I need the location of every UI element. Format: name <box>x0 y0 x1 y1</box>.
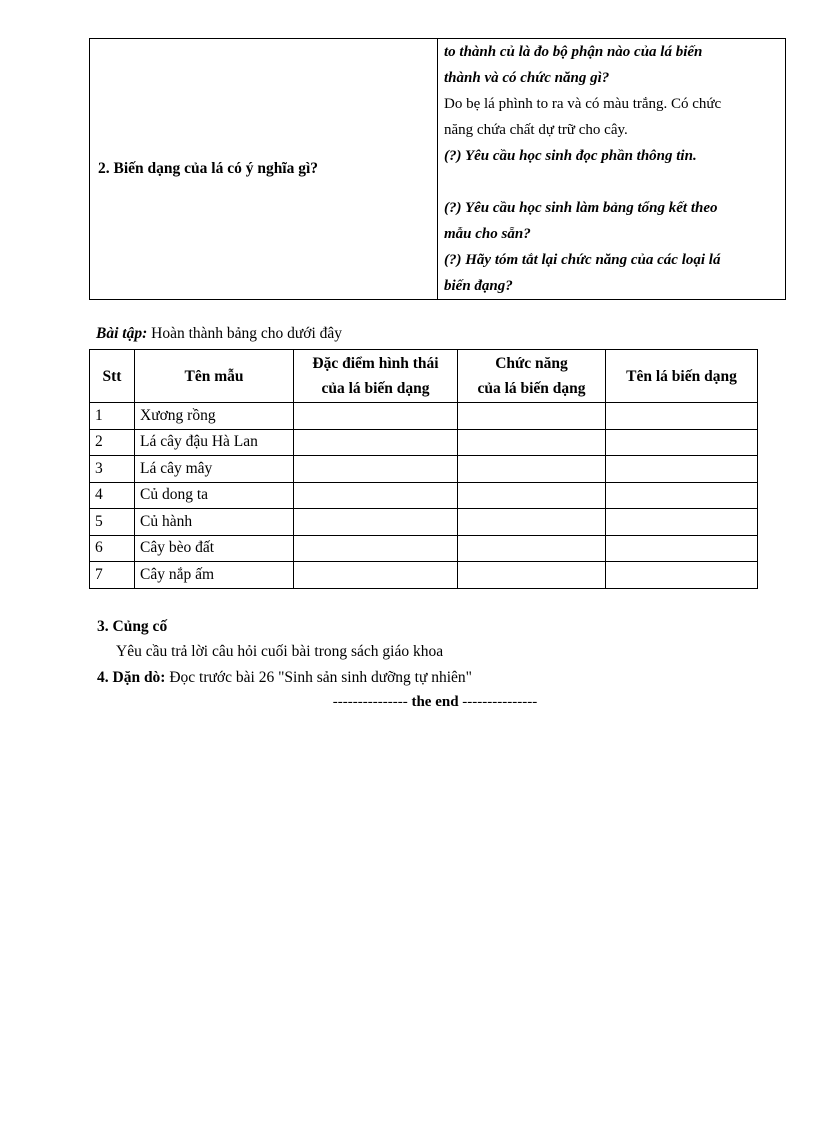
activity-cell <box>438 39 786 300</box>
modified-leaf-name-cell <box>606 429 758 456</box>
end-dashes-right: --------------- <box>462 694 538 710</box>
column-header <box>606 350 758 403</box>
morphology-cell <box>294 562 458 589</box>
column-header-line: Tên mẫu <box>184 367 244 385</box>
function-cell <box>458 456 606 483</box>
morphology-cell <box>294 482 458 509</box>
exercise-table <box>89 349 758 589</box>
modified-leaf-name-cell <box>606 403 758 430</box>
table-row <box>90 562 758 589</box>
activity-line: biến đạng? <box>444 278 513 294</box>
modified-leaf-name-cell <box>606 482 758 509</box>
activity-line: mẫu cho sẵn? <box>444 226 531 242</box>
function-cell <box>458 429 606 456</box>
table-row <box>90 403 758 430</box>
exercise-heading <box>96 325 342 343</box>
activity-line: Do bẹ lá phình to ra và có màu trắng. Có chức <box>444 96 722 112</box>
column-header <box>294 350 458 403</box>
section-4 <box>97 669 472 687</box>
end-dashes-left: --------------- <box>332 694 408 710</box>
section-4-label: 4. Dặn dò: <box>97 669 166 686</box>
activity-line: (?) Hãy tóm tắt lại chức năng của các loại lá <box>444 252 721 268</box>
sample-name: Củ dong ta <box>135 482 294 509</box>
column-header <box>458 350 606 403</box>
row-number: 5 <box>90 509 135 536</box>
modified-leaf-name-cell <box>606 456 758 483</box>
column-header-line: của lá biến dạng <box>321 380 430 397</box>
morphology-cell <box>294 456 458 483</box>
modified-leaf-name-cell <box>606 535 758 562</box>
function-cell <box>458 535 606 562</box>
activity-line: thành và có chức năng gì? <box>444 70 610 86</box>
row-number: 1 <box>90 403 135 430</box>
modified-leaf-name-cell <box>606 509 758 536</box>
end-label: the end <box>411 694 459 710</box>
activity-line: to thành củ là đo bộ phận nào của lá biến <box>444 44 703 60</box>
section-3-heading: 3. Củng cố <box>97 618 168 635</box>
row-number: 2 <box>90 429 135 456</box>
table-row <box>90 535 758 562</box>
table-row <box>90 509 758 536</box>
row-number: 7 <box>90 562 135 589</box>
sample-name: Lá cây đậu Hà Lan <box>135 429 294 456</box>
function-cell <box>458 509 606 536</box>
activity-line: (?) Yêu cầu học sinh đọc phần thông tin. <box>444 148 697 164</box>
function-cell <box>458 403 606 430</box>
question-text: 2. Biến dạng của lá có ý nghĩa gì? <box>98 160 319 177</box>
activity-line: năng chứa chất dự trữ cho cây. <box>444 122 628 138</box>
function-cell <box>458 482 606 509</box>
column-header-line: Tên lá biến dạng <box>626 367 737 385</box>
row-number: 4 <box>90 482 135 509</box>
table-header-row <box>90 350 758 403</box>
section-3-body: Yêu cầu trả lời câu hỏi cuối bài trong sách giáo khoa <box>116 643 444 660</box>
modified-leaf-name-cell <box>606 562 758 589</box>
exercise-instruction: Hoàn thành bảng cho dưới đây <box>147 325 343 342</box>
table-row <box>90 482 758 509</box>
sample-name: Cây bèo đất <box>135 535 294 562</box>
sample-name: Xương rồng <box>135 403 294 430</box>
morphology-cell <box>294 429 458 456</box>
question-cell <box>90 39 438 300</box>
the-end-line <box>0 694 816 711</box>
column-header <box>135 350 294 403</box>
section-4-text: Đọc trước bài 26 "Sinh sản sinh dưỡng tự nhiên" <box>165 669 473 686</box>
row-number: 6 <box>90 535 135 562</box>
morphology-cell <box>294 509 458 536</box>
activity-line: (?) Yêu cầu học sinh làm bảng tổng kết theo <box>444 200 718 216</box>
sample-name: Cây nắp ấm <box>135 562 294 589</box>
column-header-line: Đặc điểm hình thái <box>312 355 439 372</box>
table-row <box>90 456 758 483</box>
morphology-cell <box>294 403 458 430</box>
lesson-table <box>89 38 786 300</box>
column-header-line: Stt <box>102 367 122 385</box>
column-header <box>90 350 135 403</box>
table-row <box>90 429 758 456</box>
function-cell <box>458 562 606 589</box>
exercise-label: Bài tập: <box>96 325 148 342</box>
blank-line <box>444 169 779 195</box>
column-header-line: của lá biến dạng <box>477 380 586 397</box>
morphology-cell <box>294 535 458 562</box>
sample-name: Củ hành <box>135 509 294 536</box>
sample-name: Lá cây mây <box>135 456 294 483</box>
row-number: 3 <box>90 456 135 483</box>
column-header-line: Chức năng <box>495 355 568 372</box>
